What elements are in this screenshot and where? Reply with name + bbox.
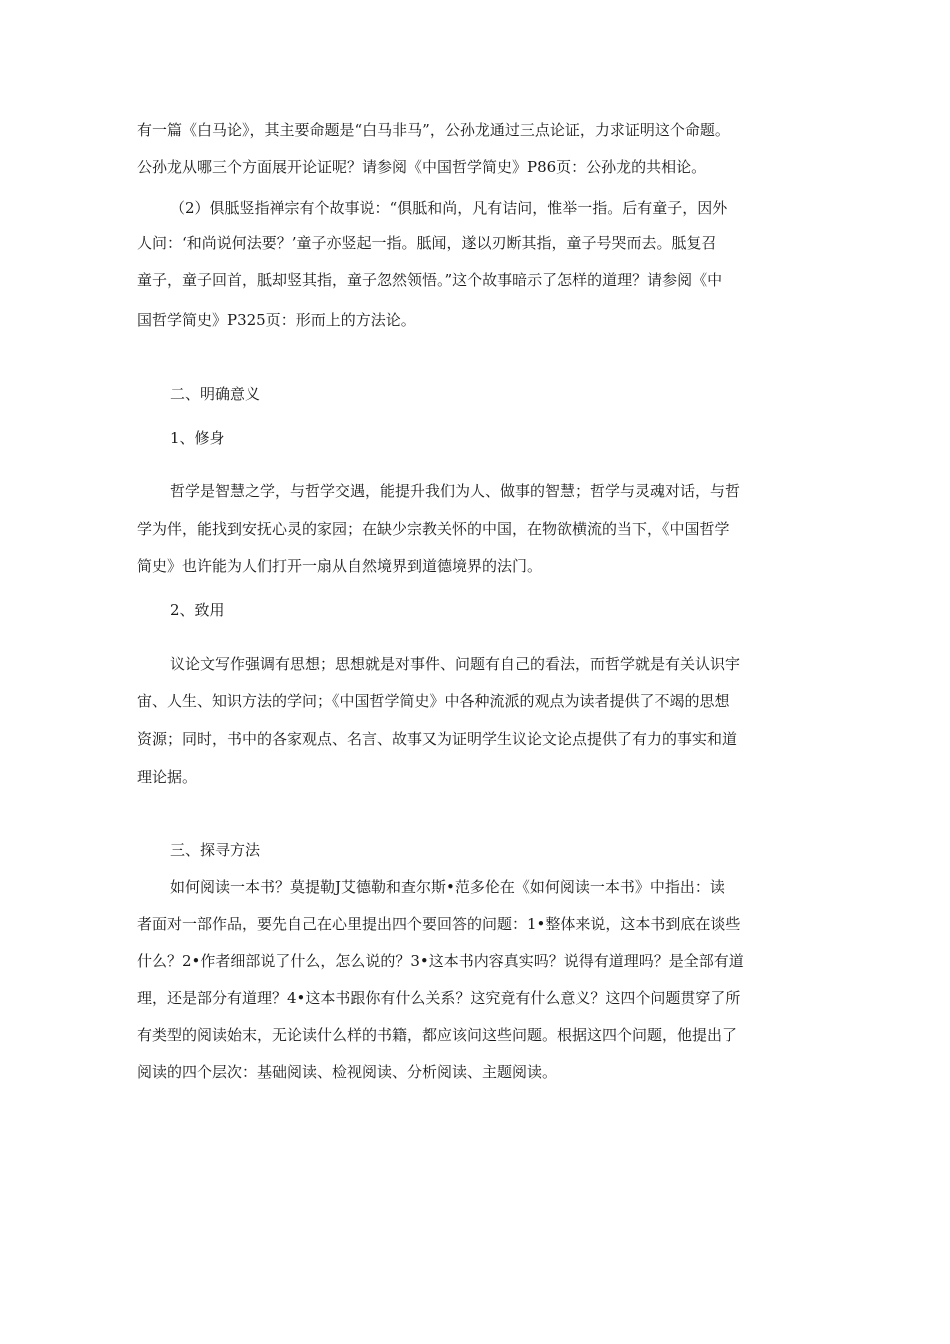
subsection-heading: 2、致用 — [170, 601, 225, 619]
paragraph-line: 学为伴，能找到安抚心灵的家园；在缺少宗教关怀的中国，在物欲横流的当下，《中国哲学 — [137, 520, 730, 538]
paragraph-line: 人问：‘和尚说何法要？’童子亦竖起一指。胝闻，遂以刃断其指，童子号哭而去。胝复召 — [137, 234, 717, 252]
paragraph-line: 有一篇《白马论》，其主要命题是“白马非马”，公孙龙通过三点论证，力求证明这个命题。 — [137, 121, 730, 139]
paragraph-line: 者面对一部作品，要先自己在心里提出四个要回答的问题：1•整体来说，这本书到底在谈些 — [137, 915, 741, 933]
section-heading: 三、探寻方法 — [170, 841, 261, 859]
paragraph-line: 理，还是部分有道理？4•这本书跟你有什么关系？这究竟有什么意义？这四个问题贯穿了所 — [137, 989, 741, 1007]
section-heading: 二、明确意义 — [170, 385, 261, 403]
paragraph-line: 理论据。 — [137, 768, 198, 786]
paragraph-line: 国哲学简史》P325页：形而上的方法论。 — [137, 311, 416, 329]
paragraph-line: 如何阅读一本书？莫提勒J艾德勒和查尔斯•范多伦在《如何阅读一本书》中指出：读 — [170, 878, 725, 896]
paragraph-line: 什么？2•作者细部说了什么，怎么说的？3•这本书内容真实吗？说得有道理吗？是全部有道 — [137, 952, 744, 970]
paragraph-line: 公孙龙从哪三个方面展开论证呢？请参阅《中国哲学简史》P86页：公孙龙的共相论。 — [137, 158, 707, 176]
paragraph-line: 哲学是智慧之学，与哲学交遇，能提升我们为人、做事的智慧；哲学与灵魂对话，与哲 — [170, 482, 741, 500]
paragraph-line: 有类型的阅读始末，无论读什么样的书籍，都应该问这些问题。根据这四个问题，他提出了 — [137, 1026, 738, 1044]
subsection-heading: 1、修身 — [170, 429, 225, 447]
paragraph-line: （2）俱胝竖指禅宗有个故事说：“俱胝和尚，凡有诘问，惟举一指。后有童子，因外 — [170, 199, 728, 217]
paragraph-line: 资源；同时，书中的各家观点、名言、故事又为证明学生议论文论点提供了有力的事实和道 — [137, 730, 738, 748]
paragraph-line: 简史》也许能为人们打开一扇从自然境界到道德境界的法门。 — [137, 557, 543, 575]
paragraph-line: 童子，童子回首，胝却竖其指，童子忽然领悟。”这个故事暗示了怎样的道理？请参阅《中 — [137, 271, 723, 289]
paragraph-line: 阅读的四个层次：基础阅读、检视阅读、分析阅读、主题阅读。 — [137, 1063, 558, 1081]
paragraph-line: 宙、人生、知识方法的学问；《中国哲学简史》中各种流派的观点为读者提供了不竭的思想 — [137, 692, 730, 710]
paragraph-line: 议论文写作强调有思想；思想就是对事件、问题有自己的看法，而哲学就是有关认识宇 — [170, 655, 741, 673]
